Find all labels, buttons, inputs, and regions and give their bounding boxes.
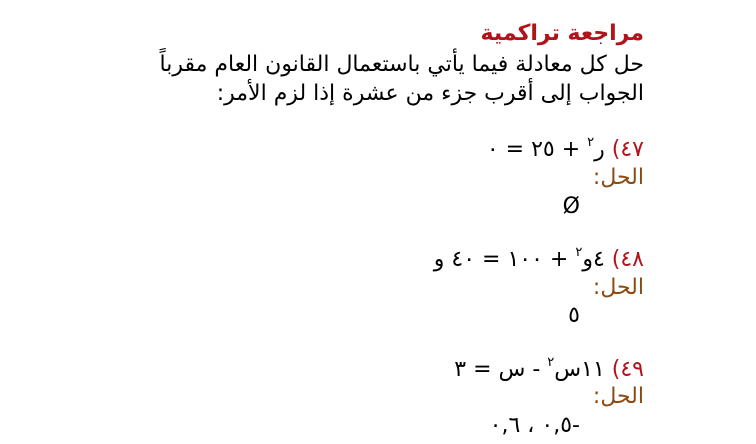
problem-48-answer: ٥	[568, 303, 580, 328]
problem-number: ٤٩)	[611, 357, 644, 382]
solution-label: الحل:	[592, 165, 644, 190]
problem-49-equation	[454, 356, 644, 384]
problem-47-equation	[487, 136, 644, 164]
equation-text: ٤و$^٢$ + ١٠٠ = ٤٠ و	[433, 244, 605, 272]
instructions-line-2: الجواب إلى أقرب جزء من عشرة إذا لزم الأمر:	[216, 81, 644, 106]
problem-47-answer: Ø	[562, 194, 580, 219]
equation-text: ر$^٢$ + ٢٥ = ٠	[486, 134, 605, 162]
equation-text: ١١س$^٢$ - س = ٣	[454, 354, 605, 382]
exponent: ٢	[587, 134, 595, 150]
problem-48-equation	[434, 246, 644, 274]
problem-number: ٤٧)	[611, 137, 644, 162]
solution-label: الحل:	[592, 384, 644, 409]
solution-label: الحل:	[592, 275, 644, 300]
instructions-line-1: حل كل معادلة فيما يأتي باستعمال القانون العام مقرباً	[159, 52, 644, 77]
problem-number: ٤٨)	[611, 247, 644, 272]
section-title: مراجعة تراكمية	[480, 21, 644, 46]
exponent: ٢	[547, 354, 555, 370]
exponent: ٢	[575, 244, 583, 260]
problem-49-answer: -٠,٥ ، ٠,٦	[489, 413, 580, 438]
